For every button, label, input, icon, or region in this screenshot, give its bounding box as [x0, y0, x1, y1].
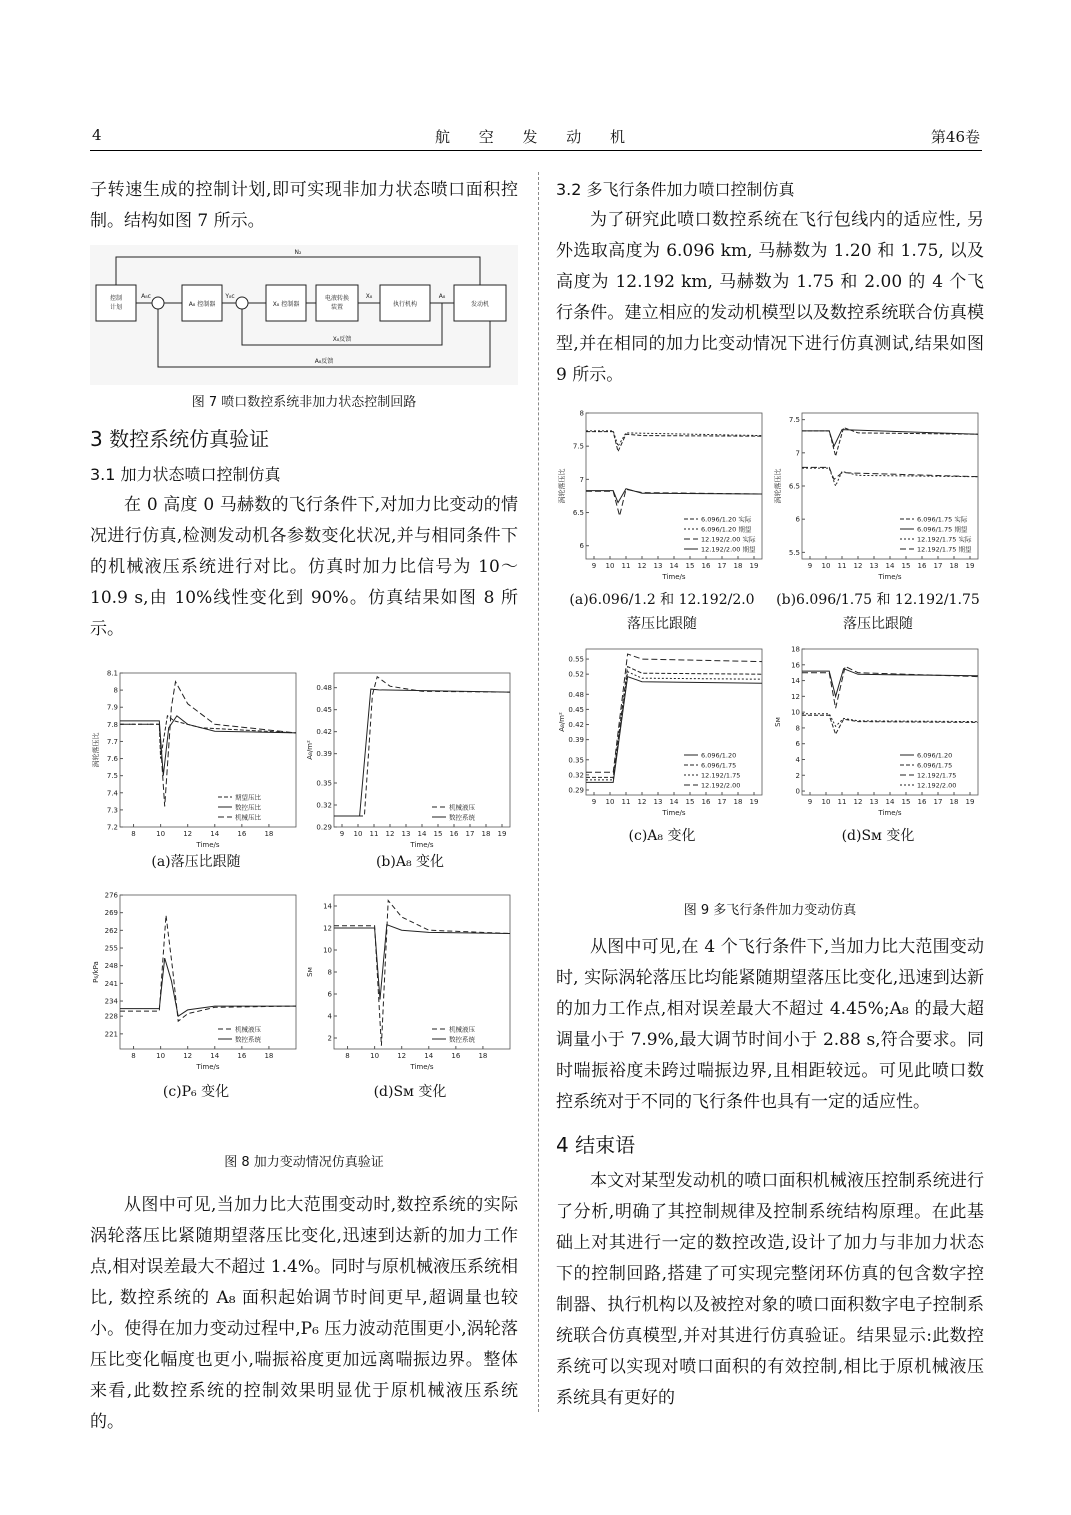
fig8	[90, 665, 518, 1145]
right-column	[556, 175, 984, 1414]
fig8-caption: 图 8 加力变动情况仿真验证	[224, 1155, 384, 1170]
y-axis-label: A₈/m²	[306, 740, 314, 760]
y-axis-label: 涡轮落压比	[774, 468, 782, 504]
y-tick-label: 255	[104, 944, 118, 953]
x-tick-label: 10	[370, 1052, 380, 1060]
y-tick-label: 7.3	[106, 806, 118, 815]
fig9-discussion: 从图中可见,在 4 个飞行条件下,当加力比大范围变动时, 实际涡轮落压比均能紧随期望落压比变化,迅速到达新的加力工作点,相对误差最大不超过 4.45%;A₈ 的最大超调量小于 7.9%,最大调节时间小于 2.88 s,符合要求。同时喘振裕度未跨过喘振边界,且相距较远。可见此喷口数控系统对于不同的飞行条件也具有一定的适应性。	[556, 937, 984, 1112]
y-tick-label: 7.7	[106, 737, 118, 746]
legend-entry: 6.096/1.75 期望	[917, 525, 968, 534]
x-tick-label: 8	[345, 1052, 350, 1060]
fig9b-label-2: 落压比跟随	[843, 616, 913, 632]
x-tick-label: 17	[465, 830, 475, 838]
x-tick-label: 11	[837, 562, 847, 570]
y-tick-label: 248	[104, 962, 118, 971]
x-tick-label: 13	[653, 798, 663, 806]
y-tick-label: 8	[327, 968, 332, 977]
x-tick-label: 19	[965, 798, 975, 806]
y-tick-label: 0.55	[568, 655, 584, 664]
fig7-block-a8-controller: A₈ 控制器	[188, 301, 216, 308]
x-tick-label: 18	[733, 798, 743, 806]
y-tick-label: 10	[791, 708, 800, 717]
svg-text:N₂: N₂	[294, 249, 302, 256]
legend-entry: 12.192/2.00 实际	[701, 535, 756, 544]
svg-text:A₈反馈: A₈反馈	[314, 358, 334, 365]
y-tick-label: 6	[795, 515, 800, 524]
x-tick-label: 16	[701, 562, 711, 570]
section-3-heading: 3 数控系统仿真验证	[90, 427, 270, 451]
y-tick-label: 7	[579, 475, 584, 484]
x-tick-label: 18	[733, 562, 743, 570]
x-axis-label: Time/s	[410, 1063, 434, 1071]
y-tick-label: 7	[795, 449, 800, 458]
x-tick-label: 14	[669, 562, 679, 570]
x-tick-label: 17	[717, 798, 727, 806]
x-tick-label: 9	[339, 830, 345, 838]
x-tick-label: 11	[621, 798, 631, 806]
x-tick-label: 10	[353, 830, 363, 838]
y-tick-label: 221	[104, 1030, 118, 1039]
section-4-heading: 4 结束语	[556, 1133, 636, 1157]
x-tick-label: 13	[869, 562, 879, 570]
fig9	[556, 405, 984, 885]
x-tick-label: 16	[451, 1052, 461, 1060]
journal-name: 航 空 发 动 机	[434, 128, 638, 146]
x-tick-label: 11	[837, 798, 847, 806]
fig9-caption: 图 9 多飞行条件加力变动仿真	[683, 903, 857, 918]
x-tick-label: 10	[156, 1052, 166, 1060]
x-tick-label: 12	[637, 562, 647, 570]
x-tick-label: 10	[156, 830, 166, 838]
left-column	[90, 175, 518, 1438]
x-tick-label: 14	[210, 1052, 220, 1060]
y-tick-label: 0.35	[316, 779, 332, 788]
x-tick-label: 10	[821, 562, 831, 570]
y-tick-label: 0.42	[316, 728, 332, 737]
x-tick-label: 16	[449, 830, 459, 838]
fig8c-label: (c)P₆ 变化	[162, 1084, 230, 1100]
fig7-diagram	[90, 245, 518, 385]
x-tick-label: 15	[685, 562, 695, 570]
legend-entry: 期望压比	[235, 793, 261, 802]
x-tick-label: 9	[807, 562, 813, 570]
svg-text:计划: 计划	[109, 304, 123, 311]
y-axis-label: Sᴍ	[306, 967, 314, 977]
fig7-block-x8-controller: X₈ 控制器	[272, 301, 300, 308]
x-tick-label: 9	[591, 798, 597, 806]
x-tick-label: 12	[183, 1052, 193, 1060]
y-tick-label: 0.45	[316, 706, 332, 715]
x-tick-label: 8	[131, 830, 136, 838]
y-tick-label: 2	[327, 1034, 332, 1043]
x-axis-label: Time/s	[662, 809, 686, 817]
x-tick-label: 18	[949, 562, 959, 570]
y-tick-label: 12	[791, 692, 800, 701]
x-tick-label: 17	[933, 798, 943, 806]
legend-entry: 6.096/1.75	[917, 761, 953, 770]
fig9a-label-1: (a)6.096/1.2 和 12.192/2.0	[569, 592, 755, 608]
legend-entry: 6.096/1.75	[701, 761, 737, 770]
y-tick-label: 241	[104, 979, 118, 988]
fig8a-label: (a)落压比跟随	[151, 854, 241, 870]
x-axis-label: Time/s	[410, 841, 434, 849]
legend-entry: 数控系统	[449, 813, 475, 822]
x-tick-label: 9	[807, 798, 813, 806]
fig8c-chart	[90, 887, 302, 1077]
y-tick-label: 7.5	[572, 442, 584, 451]
y-tick-label: 18	[791, 645, 800, 654]
y-tick-label: 12	[323, 924, 332, 933]
conclusion-paragraph: 本文对某型发动机的喷口面积机械液压控制系统进行了分析,明确了其控制规律及控制系统结构原理。在此基础上对其进行一定的数控改造,设计了加力与非加力状态下的控制回路,搭建了可实现完整闭环仿真的包含数字控制器、执行机构以及被控对象的喷口面积数字电子控制系统联合仿真模型,并对其进行仿真验证。结果显示:此数控系统可以实现对喷口面积的有效控制,相比于原机械液压系统具有更好的	[556, 1171, 984, 1408]
svg-text:A₈c: A₈c	[141, 293, 151, 300]
x-tick-label: 14	[417, 830, 427, 838]
x-tick-label: 16	[917, 562, 927, 570]
y-tick-label: 269	[104, 909, 118, 918]
fig9c-chart	[556, 641, 768, 823]
y-tick-label: 7.5	[106, 772, 118, 781]
x-tick-label: 13	[401, 830, 411, 838]
x-tick-label: 9	[591, 562, 597, 570]
fig8a-chart	[90, 665, 302, 855]
legend-entry: 6.096/1.20 实际	[701, 515, 752, 524]
x-tick-label: 8	[131, 1052, 136, 1060]
volume-label: 第46卷	[930, 128, 980, 146]
legend-entry: 数控系统	[449, 1035, 475, 1044]
legend-entry: 机械液压	[449, 803, 475, 812]
y-tick-label: 0.32	[316, 801, 332, 810]
x-tick-label: 16	[917, 798, 927, 806]
fig7-block-control-plan: 控制	[109, 295, 123, 302]
y-tick-label: 0.45	[568, 705, 584, 714]
fig7-block-engine: 发动机	[470, 301, 490, 308]
fig9d-chart	[772, 641, 984, 823]
x-tick-label: 14	[885, 562, 895, 570]
y-tick-label: 234	[104, 997, 118, 1006]
fig9c-label: (c)A₈ 变化	[628, 828, 696, 844]
plot-frame	[120, 895, 296, 1049]
section-3-1-heading: 3.1 加力状态喷口控制仿真	[90, 465, 281, 484]
y-axis-label: 涡轮落压比	[558, 468, 566, 504]
y-tick-label: 0.42	[568, 721, 584, 730]
fig7-caption: 图 7 喷口数控系统非加力状态控制回路	[191, 395, 417, 410]
x-tick-label: 15	[901, 562, 911, 570]
x-tick-label: 17	[933, 562, 943, 570]
y-tick-label: 14	[323, 902, 332, 911]
x-tick-label: 19	[965, 562, 975, 570]
fig9b-chart	[772, 405, 984, 587]
x-tick-label: 10	[605, 798, 615, 806]
y-tick-label: 0.48	[568, 690, 584, 699]
y-tick-label: 4	[795, 755, 800, 764]
y-tick-label: 0.39	[568, 736, 584, 745]
page-header	[90, 124, 982, 151]
fig8-discussion: 从图中可见,当加力比大范围变动时,数控系统的实际涡轮落压比紧随期望落压比变化,迅速到达新的加力工作点,相对误差最大不超过 1.4%。同时与原机械液压系统相比, 数控系统的 A₈ 面积起始调节时间更早,超调量也较小。使得在加力变动过程中,P₆ 压力波动范围更小,涡轮落压比变化幅度也更小,喘振裕度更加远离喘振边界。整体来看,此数控系统的控制效果明显优于原机械液压系统的。	[90, 1195, 518, 1432]
x-tick-label: 11	[369, 830, 379, 838]
y-tick-label: 4	[327, 1012, 332, 1021]
x-tick-label: 18	[949, 798, 959, 806]
x-tick-label: 14	[885, 798, 895, 806]
x-tick-label: 15	[685, 798, 695, 806]
legend-entry: 6.096/1.20 期望	[701, 525, 752, 534]
x-tick-label: 19	[749, 798, 759, 806]
y-tick-label: 16	[791, 661, 800, 670]
x-tick-label: 15	[433, 830, 443, 838]
y-tick-label: 5.5	[788, 548, 800, 557]
x-tick-label: 12	[637, 798, 647, 806]
intro-paragraph: 子转速生成的控制计划,即可实现非加力状态喷口面积控制。结构如图 7 所示。	[90, 180, 518, 231]
y-tick-label: 7.6	[106, 755, 118, 764]
x-tick-label: 13	[869, 798, 879, 806]
x-tick-label: 19	[749, 562, 759, 570]
x-tick-label: 16	[237, 1052, 247, 1060]
fig9a-chart	[556, 405, 768, 587]
section-3-2-heading: 3.2 多飞行条件加力喷口控制仿真	[556, 180, 795, 199]
y-axis-label: P₆/kPa	[92, 961, 100, 983]
x-tick-label: 12	[397, 1052, 407, 1060]
x-tick-label: 15	[901, 798, 911, 806]
y-axis-label: A₈/m²	[558, 712, 566, 732]
fig8d-chart	[304, 887, 516, 1077]
y-tick-label: 228	[104, 1012, 118, 1021]
x-tick-label: 18	[264, 830, 274, 838]
x-tick-label: 16	[701, 798, 711, 806]
y-tick-label: 7.4	[106, 789, 118, 798]
y-tick-label: 6.5	[788, 482, 800, 491]
x-tick-label: 18	[264, 1052, 274, 1060]
plot-frame	[120, 673, 296, 827]
legend-entry: 6.096/1.20	[917, 751, 953, 760]
fig7-block-actuator: 执行机构	[392, 301, 418, 308]
svg-text:Y₈c: Y₈c	[225, 293, 235, 300]
x-tick-label: 16	[237, 830, 247, 838]
fig9b-label-1: (b)6.096/1.75 和 12.192/1.75	[776, 592, 980, 608]
legend-entry: 12.192/1.75	[701, 771, 741, 780]
svg-text:装置: 装置	[330, 304, 344, 311]
x-axis-label: Time/s	[878, 809, 902, 817]
x-tick-label: 18	[478, 1052, 488, 1060]
legend-entry: 12.192/2.00	[701, 781, 741, 790]
y-tick-label: 6	[795, 740, 800, 749]
svg-text:X₈: X₈	[365, 293, 373, 300]
y-tick-label: 0.35	[568, 756, 584, 765]
x-axis-label: Time/s	[196, 1063, 220, 1071]
fig8b-label: (b)A₈ 变化	[375, 854, 445, 870]
x-axis-label: Time/s	[878, 573, 902, 581]
fig8d-label: (d)Sᴍ 变化	[373, 1084, 447, 1100]
y-tick-label: 0.29	[316, 823, 332, 832]
x-tick-label: 18	[481, 830, 491, 838]
y-tick-label: 0.52	[568, 670, 584, 679]
y-tick-label: 8.1	[106, 669, 118, 678]
y-tick-label: 10	[323, 946, 332, 955]
x-tick-label: 19	[497, 830, 507, 838]
fig8b-chart	[304, 665, 516, 855]
column-divider	[538, 172, 539, 1412]
x-axis-label: Time/s	[662, 573, 686, 581]
legend-entry: 12.192/1.75 期望	[917, 545, 972, 554]
x-tick-label: 14	[210, 830, 220, 838]
x-tick-label: 10	[821, 798, 831, 806]
y-axis-label: Sᴍ	[774, 717, 782, 727]
x-tick-label: 10	[605, 562, 615, 570]
fig7-block-ehv: 电液转换	[324, 295, 350, 302]
y-tick-label: 14	[791, 677, 800, 686]
legend-entry: 12.192/2.00	[917, 781, 957, 790]
y-tick-label: 8	[113, 686, 118, 695]
x-tick-label: 14	[669, 798, 679, 806]
legend-entry: 6.096/1.75 实际	[917, 515, 968, 524]
legend-entry: 12.192/1.75	[917, 771, 957, 780]
y-tick-label: 0	[795, 787, 800, 796]
y-tick-label: 7.5	[788, 416, 800, 425]
y-tick-label: 262	[104, 926, 118, 935]
y-tick-label: 2	[795, 771, 800, 780]
y-tick-label: 8	[579, 409, 584, 418]
legend-entry: 机械压比	[235, 813, 261, 822]
x-tick-label: 12	[853, 562, 863, 570]
plot-frame	[334, 895, 510, 1049]
section-3-2-paragraph: 为了研究此喷口数控系统在飞行包线内的适应性, 另外选取高度为 6.096 km, 马赫数为 1.20 和 1.75, 以及高度为 12.192 km, 马赫数为 1.75 和 2.00 的 4 个飞行条件。建立相应的发动机模型以及数控系统联合仿真模型,并在相同的加力比变动情况下进行仿真测试,结果如图 9 所示。	[556, 210, 984, 385]
x-tick-label: 12	[385, 830, 395, 838]
y-tick-label: 7.2	[106, 823, 118, 832]
legend-entry: 6.096/1.20	[701, 751, 737, 760]
legend-entry: 机械液压	[449, 1025, 475, 1034]
y-tick-label: 6.5	[572, 509, 584, 518]
y-tick-label: 0.48	[316, 684, 332, 693]
svg-text:A₈: A₈	[438, 293, 446, 300]
fig9d-label: (d)Sᴍ 变化	[841, 828, 915, 844]
y-tick-label: 8	[795, 724, 800, 733]
x-tick-label: 12	[183, 830, 193, 838]
y-tick-label: 0.29	[568, 786, 584, 795]
x-tick-label: 13	[653, 562, 663, 570]
legend-entry: 12.192/2.00 期望	[701, 545, 756, 554]
y-tick-label: 7.8	[106, 720, 118, 729]
y-tick-label: 0.32	[568, 771, 584, 780]
x-tick-label: 14	[424, 1052, 434, 1060]
page-number: 4	[92, 126, 102, 144]
y-tick-label: 0.39	[316, 750, 332, 759]
y-tick-label: 276	[104, 891, 118, 900]
x-tick-label: 11	[621, 562, 631, 570]
svg-text:X₈反馈: X₈反馈	[332, 336, 352, 343]
legend-entry: 数控压比	[235, 803, 261, 812]
y-tick-label: 6	[327, 990, 332, 999]
legend-entry: 数控系统	[235, 1035, 261, 1044]
x-tick-label: 12	[853, 798, 863, 806]
x-axis-label: Time/s	[196, 841, 220, 849]
legend-entry: 12.192/1.75 实际	[917, 535, 972, 544]
legend-entry: 机械液压	[235, 1025, 261, 1034]
fig9a-label-2: 落压比跟随	[627, 616, 697, 632]
y-tick-label: 6	[579, 542, 584, 551]
x-tick-label: 17	[717, 562, 727, 570]
y-axis-label: 涡轮落压比	[92, 732, 100, 768]
y-tick-label: 7.9	[106, 703, 118, 712]
section-3-1-paragraph: 在 0 高度 0 马赫数的飞行条件下,对加力比变动的情况进行仿真,检测发动机各参数变化状况,并与相同条件下的机械液压系统进行对比。仿真时加力比信号为 10～10.9 s,由 10%线性变化到 90%。仿真结果如图 8 所示。	[90, 495, 518, 639]
